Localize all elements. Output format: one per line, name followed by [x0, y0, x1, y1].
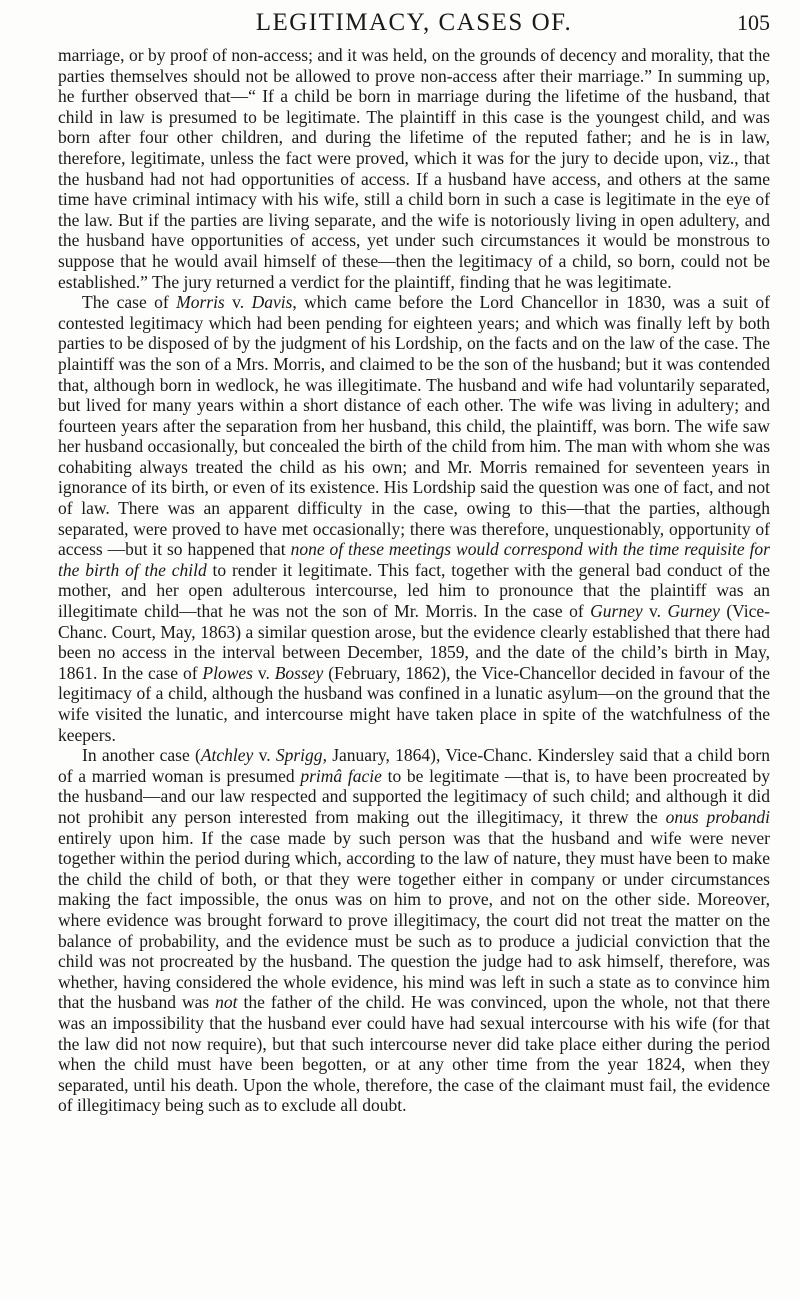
running-head [58, 6, 770, 40]
text-span: v. [252, 662, 275, 683]
text-span: In another case ( [82, 745, 201, 766]
emphasis-text: not [215, 992, 238, 1013]
case-name: Atchley [200, 745, 254, 766]
text-span: the father of the child. He was convinced, upon the whole, not that there was an impossibility that the husband ever could have had sexual intercourse with his wife (for that the law did not now require), but that such intercourse never did take place either during the period when the child must have been begotten, or at any other time from the year 1824, when they separated, until his death. Upon the whole, therefore, the case of the claimant must fail, the evidence of illegitimacy being such as to exclude all doubt. [58, 992, 770, 1116]
paragraph-3 [58, 745, 770, 1116]
text-span: , January, 1864), Vice-Chanc. Kindersley said that a child born of a married woman is presumed [58, 745, 770, 786]
case-name: Davis [251, 292, 293, 313]
case-name: Gurney [667, 601, 720, 622]
case-name: Morris [176, 292, 225, 313]
latin-term: onus probandi [665, 806, 770, 827]
running-title: LEGITIMACY, CASES OF. [255, 9, 573, 36]
emphasis-text: none of these meetings would correspond with the time requisite for the birth of the child [58, 539, 770, 580]
text-span: v. [253, 745, 276, 766]
case-name: Sprigg [275, 745, 323, 766]
paragraph-1: marriage, or by proof of non-access; and it was held, on the grounds of decency and morality, that the parties themselves should not be allowed to prove non-access after their marriage.” In summing up, he further observed that—“ If a child be born in marriage during the lifetime of the husband, that child in law is presumed to be legitimate. The plaintiff in this case is the youngest child, and was born after four other children, and during the lifetime of the reputed father; and he is in law, therefore, legitimate, unless the fact were proved, which it was for the jury to decide upon, viz., that the husband had not had opportunities of access. If a husband have access, and others at the same time have criminal intimacy with his wife, still a child born in such a case is legitimate in the eye of the law. But if the parties are living separate, and the wife is notoriously living in open adultery, and the husband have opportunities of access, yet under such circumstances it would be monstrous to suppose that he would avail himself of these—then the legitimacy of a child, so born, could not be established.” The jury returned a verdict for the plaintiff, finding that he was legitimate. [58, 45, 770, 292]
text-span: v. [224, 292, 252, 313]
text-span: (February, 1862), the Vice-Chancellor decided in favour of the legitimacy of a child, although the husband was confined in a lunatic asylum—on the ground that the wife visited the lunatic, and intercourse might have taken place in spite of the watchfulness of the keepers. [58, 662, 770, 745]
latin-term: primâ facie [300, 765, 382, 786]
text-span: entirely upon him. If the case made by such person was that the husband and wife were never together within the period during which, according to the law of nature, they must have been to make the child the child of both, or that they were together either in company or under circumstances making the fact impossible, the onus was on him to prove, and not on the other side. Moreover, where evidence was brought forward to prove illegitimacy, the court did not treat the matter on the balance of probability, and the evidence must be such as to produce a judicial conviction that the child was not procreated by the husband. The question the judge had to ask himself, therefore, was whether, having considered the whole evidence, his mind was left in such a state as to convince him that the husband was [58, 827, 770, 1013]
page-number: 105 [737, 10, 770, 35]
text-span: to render it legitimate. This fact, together with the general bad conduct of the mother, and her open adulterous intercourse, led him to pronounce that the plaintiff was an illegitimate child—that he was not the son of Mr. Morris. In the case of [58, 559, 770, 622]
text-span: The case of [82, 292, 177, 313]
text-span: (Vice-Chanc. Court, May, 1863) a similar question arose, but the evidence clearly established that there had been no access in the interval between December, 1859, and the date of the child’s birth in May, 1861. In the case of [58, 601, 770, 683]
text-span: to be legitimate —that is, to have been procreated by the husband—and our law respected and supported the legitimacy of such child; and although it did not prohibit any person interested from making out the illegitimacy, it threw the [58, 765, 770, 827]
paragraph-2 [58, 292, 770, 745]
text-span: , which came before the Lord Chancellor in 1830, was a suit of contested legitimacy which had been pending for eighteen years; and which was finally left by both parties to be disposed of by the judgment of his Lordship, on the facts and on the law of the case. The plaintiff was the son of a Mrs. Morris, and claimed to be the son of the husband; but it was contended that, although born in wedlock, he was illegitimate. The husband and wife had voluntarily separated, but lived for many years within a short distance of each other. The wife was living in adultery; and fourteen years after the separation from her husband, this child, the plaintiff, was born. The wife saw her husband occasionally, but concealed the birth of the child from him. The man with whom she was cohabiting always treated the child as his own; and Mr. Morris remained for seventeen years in ignorance of its birth, or even of its existence. His Lordship said the question was one of fact, and not of law. There was an apparent difficulty in the case, owing to this—that the parties, although separated, were proved to have met occasionally; there was therefore, unquestionably, opportunity of access —but it so happened that [58, 292, 770, 560]
body-text [58, 45, 770, 1116]
case-name: Gurney [590, 601, 643, 622]
text-span: v. [642, 601, 668, 622]
case-name: Plowes [202, 662, 253, 683]
case-name: Bossey [274, 662, 324, 683]
